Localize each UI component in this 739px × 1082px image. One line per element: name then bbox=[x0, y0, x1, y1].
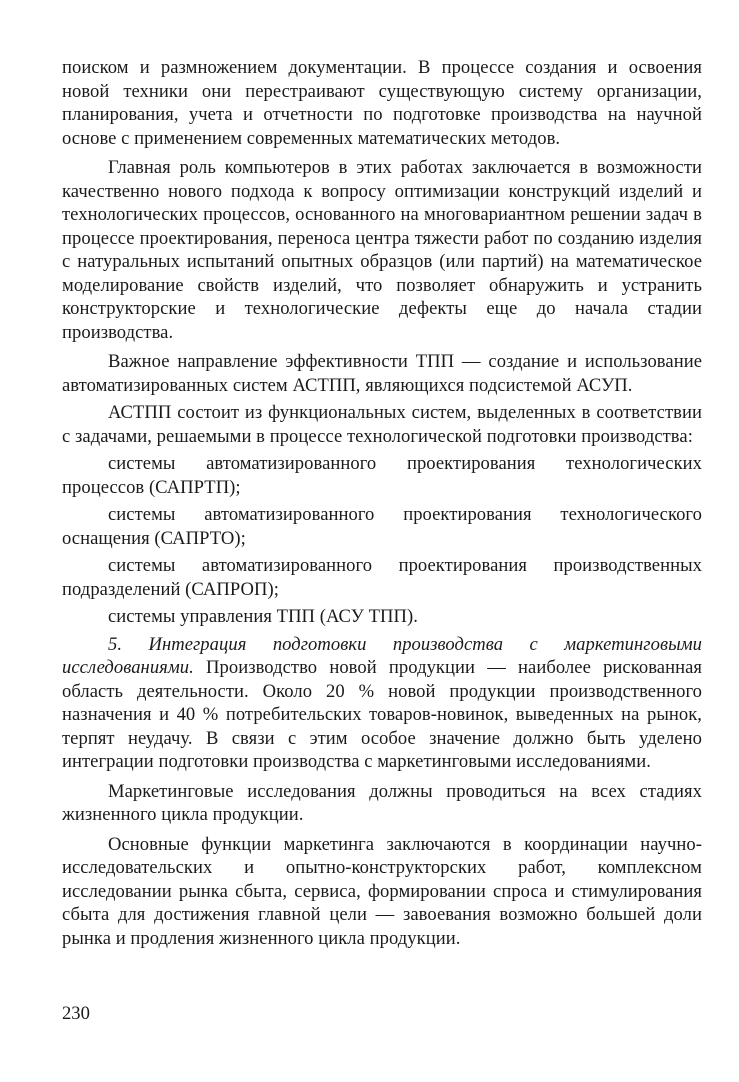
list-item-saprtp: системы автоматизированного проектирования технологических процессов (САПРТП); bbox=[62, 453, 702, 498]
paragraph-continuation: поиском и размножением документации. В процессе создания и освоения новой техники они перестраивают существующую систему организации, планирования, учета и отчетности по подготовке производства на научной основе с применением современных математических методов. bbox=[62, 57, 702, 149]
list-item-saprto: системы автоматизированного проектирования технологического оснащения (САПРТО); bbox=[62, 504, 702, 549]
paragraph-astpp-structure: АСТПП состоит из функциональных систем, выделенных в соответствии с задачами, решаемыми в процессе технологической подготовки производства: bbox=[62, 402, 702, 447]
section-5-paragraph bbox=[62, 633, 702, 774]
page-body bbox=[62, 56, 702, 956]
page-number: 230 bbox=[62, 1003, 90, 1024]
paragraph-astpp-direction: Важное направление эффективности ТПП — создание и использование автоматизированных систем АСТПП, являющихся подсистемой АСУП. bbox=[62, 351, 702, 396]
paragraph-marketing-functions: Основные функции маркетинга заключаются в координации научно-исследовательских и опытно-конструкторских работ, комплексном исследовании рынка сбыта, сервиса, формировании спроса и стимулирования сбыта для достижения главной цели — завоевания возможно большей доли рынка и продления жизненного цикла продукции. bbox=[62, 833, 702, 949]
list-item-asu-tpp: системы управления ТПП (АСУ ТПП). bbox=[108, 606, 418, 627]
list-item-saprop: системы автоматизированного проектирования производственных подразделений (САПРОП); bbox=[62, 555, 702, 600]
paragraph-marketing-research: Маркетинговые исследования должны проводиться на всех стадиях жизненного цикла продукции. bbox=[62, 780, 702, 825]
section-5-heading: 5. Интеграция подготовки производства с маркетинговыми исследованиями. bbox=[62, 633, 702, 678]
paragraph-computers-role: Главная роль компьютеров в этих работах заключается в возможности качественно нового подхода к вопросу оптимизации конструкций изделий и технологических процессов, основанного на многовариантном решении задач в процессе проектирования, переноса центра тяжести работ по созданию изделия с натуральных испытаний опытных образцов (или партий) на математическое моделирование свойств изделий, что позволяет обнаружить и устранить конструкторские и технологические дефекты еще до начала стадии производства. bbox=[62, 157, 702, 343]
section-5-text: Производство новой продукции — наиболее рискованная область деятельности. Около 20 % новой продукции производственного назначения и 40 % потребительских товаров-новинок, выведенных на рынок, терпят неудачу. В связи с этим особое значение должно быть уделено интеграции подготовки производства с маркетинговыми исследованиями. bbox=[62, 657, 702, 772]
